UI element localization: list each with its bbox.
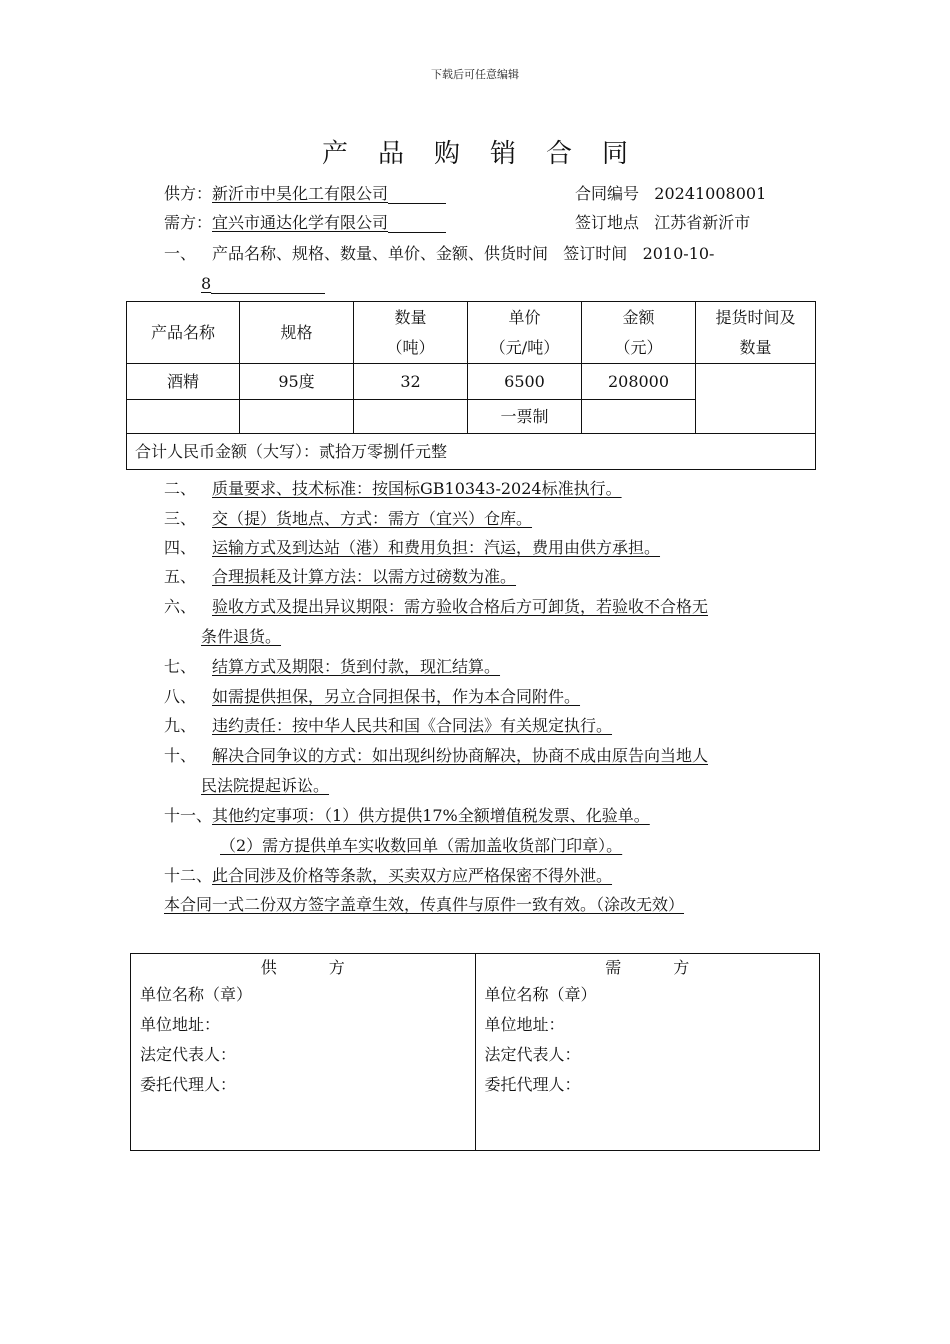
total-amount: 合计人民币金额（大写）：贰拾万零捌仟元整 — [127, 434, 816, 470]
clause-10-cont — [201, 776, 329, 796]
clause-text: 如需提供担保，另立合同担保书，作为本合同附件。 — [212, 687, 581, 706]
supplier-line — [164, 184, 446, 204]
header-note: 下载后可任意编辑 — [431, 68, 519, 81]
product-table — [126, 301, 816, 470]
clause-5 — [164, 567, 516, 587]
clause-text: 违约责任：按中华人民共和国《合同法》有关规定执行。 — [212, 716, 613, 735]
product-table-header — [127, 302, 816, 364]
buyer-heading: 需方 — [605, 958, 742, 977]
clause-9 — [164, 716, 612, 736]
clause-10 — [164, 746, 708, 766]
cell-product-name: 酒精 — [127, 364, 240, 400]
header-delivery-line1: 提货时间及 — [715, 307, 796, 327]
cell-empty — [354, 400, 468, 434]
header-quantity-line2: （吨） — [386, 337, 435, 357]
header-delivery-line2: 数量 — [739, 337, 772, 357]
clause-number: 七、 — [164, 657, 197, 676]
header-amount-line2: （元） — [614, 337, 663, 357]
clause-number: 十二、 — [164, 866, 213, 885]
header-amount-line1: 金额 — [622, 307, 655, 327]
header-price-line2: （元/吨） — [489, 337, 560, 357]
cell-delivery — [696, 364, 816, 434]
header-product-name: 产品名称 — [127, 302, 240, 364]
clause-text: 合理损耗及计算方法：以需方过磅数为准。 — [212, 567, 517, 586]
clause-text: 此合同涉及价格等条款，买卖双方应严格保密不得外泄。 — [212, 866, 613, 885]
header-amount — [582, 302, 696, 364]
clause-number: 三、 — [164, 509, 197, 528]
supplier-unit-address: 单位地址： — [140, 1015, 221, 1034]
buyer-blank — [388, 215, 446, 233]
cell-spec: 95度 — [240, 364, 354, 400]
clause-3 — [164, 509, 532, 529]
sign-time-part2: 8 — [201, 274, 212, 293]
header-delivery — [696, 302, 816, 364]
sign-place: 江苏省新沂市 — [654, 213, 751, 232]
supplier-name: 新沂市中昊化工有限公司 — [212, 184, 389, 203]
signature-table — [130, 953, 820, 1151]
document-title: 产品购销合同 — [321, 139, 658, 169]
clause-number: 六、 — [164, 597, 197, 616]
table-row — [127, 364, 816, 400]
header-price-line1: 单价 — [508, 307, 541, 327]
supplier-label: 供方： — [164, 184, 213, 203]
clause-text-cont: 条件退货。 — [201, 627, 282, 646]
clause-11 — [164, 806, 650, 826]
supplier-signature-box — [131, 954, 476, 1151]
clause-text: 解决合同争议的方式：如出现纠纷协商解决，协商不成由原告向当地人 — [212, 746, 709, 765]
clause-text: 验收方式及提出异议期限：需方验收合格后方可卸货，若验收不合格无 — [212, 597, 709, 616]
clause-text: 结算方式及期限：货到付款，现汇结算。 — [212, 657, 501, 676]
sign-time-label: 签订时间 — [563, 244, 628, 263]
sign-place-label: 签订地点 — [575, 213, 640, 232]
clause-text-cont: （2）需方提供单车实收数回单（需加盖收货部门印章）。 — [220, 836, 623, 855]
clause-6-cont — [201, 627, 281, 647]
clause-number: 二、 — [164, 479, 197, 498]
cell-empty — [127, 400, 240, 434]
closing-text: 本合同一式二份双方签字盖章生效，传真件与原件一致有效。（涂改无效） — [164, 895, 685, 914]
clause-number: 五、 — [164, 567, 197, 586]
supplier-blank — [388, 186, 446, 204]
contract-no-line — [575, 184, 766, 204]
clause-number: 九、 — [164, 716, 197, 735]
header-unit-price — [468, 302, 582, 364]
closing-statement — [164, 895, 684, 915]
clause-12 — [164, 866, 612, 886]
clause-4 — [164, 538, 660, 558]
clause-1-number: 一、 — [164, 244, 197, 263]
cell-pricing-note: 一票制 — [468, 400, 582, 434]
clause-text-cont: 民法院提起诉讼。 — [201, 776, 330, 795]
header-quantity-line1: 数量 — [394, 307, 427, 327]
clause-number: 四、 — [164, 538, 197, 557]
clause-text: 其他约定事项：（1）供方提供17%全额增值税发票、化验单。 — [212, 806, 650, 825]
buyer-signature-box — [475, 954, 820, 1151]
buyer-line — [164, 213, 446, 233]
buyer-unit-name: 单位名称（章） — [484, 985, 597, 1004]
header-quantity — [354, 302, 468, 364]
table-total-row — [127, 434, 816, 470]
clause-text: 运输方式及到达站（港）和费用负担：汽运，费用由供方承担。 — [212, 538, 661, 557]
supplier-agent: 委托代理人： — [140, 1075, 237, 1094]
clause-1 — [164, 244, 714, 264]
contract-no: 20241008001 — [654, 184, 767, 203]
clause-2 — [164, 479, 622, 499]
clause-7 — [164, 657, 500, 677]
supplier-unit-name: 单位名称（章） — [140, 985, 253, 1004]
contract-no-label: 合同编号 — [575, 184, 640, 203]
clause-text: 质量要求、技术标准：按国标GB10343-2024标准执行。 — [212, 479, 622, 498]
clause-text: 交（提）货地点、方式：需方（宜兴）仓库。 — [212, 509, 533, 528]
supplier-legal-rep: 法定代表人： — [140, 1045, 237, 1064]
buyer-agent: 委托代理人： — [484, 1075, 581, 1094]
buyer-name: 宜兴市通达化学有限公司 — [212, 213, 389, 232]
cell-unit-price: 6500 — [468, 364, 582, 400]
clause-number: 十、 — [164, 746, 197, 765]
clause-6 — [164, 597, 708, 617]
cell-quantity: 32 — [354, 364, 468, 400]
sign-place-line — [575, 213, 750, 233]
sign-time-blank — [211, 276, 325, 294]
clause-11-cont — [220, 836, 622, 856]
sign-time-part1: 2010-10- — [642, 244, 715, 263]
clause-8 — [164, 687, 580, 707]
header-spec: 规格 — [240, 302, 354, 364]
clause-1-cont — [201, 274, 325, 294]
buyer-legal-rep: 法定代表人： — [484, 1045, 581, 1064]
clause-number: 十一、 — [164, 806, 213, 825]
buyer-unit-address: 单位地址： — [484, 1015, 565, 1034]
buyer-label: 需方： — [164, 213, 213, 232]
clause-number: 八、 — [164, 687, 197, 706]
cell-amount: 208000 — [582, 364, 696, 400]
cell-empty — [240, 400, 354, 434]
cell-empty — [582, 400, 696, 434]
clause-1-text: 产品名称、规格、数量、单价、金额、供货时间 — [212, 244, 549, 263]
supplier-heading: 供方 — [260, 958, 397, 977]
